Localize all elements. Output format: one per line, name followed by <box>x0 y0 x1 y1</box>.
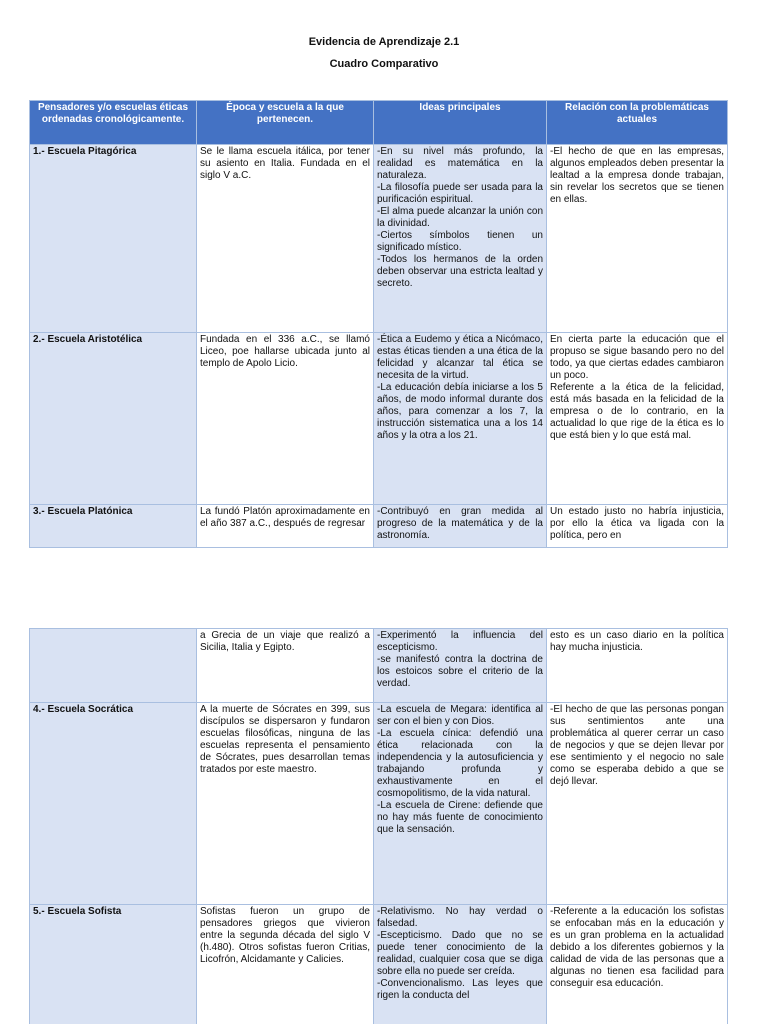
ideas-cell-paragraph: -Experimentó la influencia del escepticismo. <box>377 630 543 653</box>
relation-cell-paragraph: -El hecho de que las personas pongan sus sentimientos ante una problemática al querer cerrar un caso de negocios y que se dejen llevar por ese sentimiento y el negocio no sale como se esperaba debido a que se dejó llevar. <box>550 704 724 787</box>
ideas-cell <box>374 333 547 505</box>
ideas-cell-paragraph: -La filosofía puede ser usada para la purificación espiritual. <box>377 182 543 205</box>
ideas-cell-paragraph: -Todos los hermanos de la orden deben observar una estricta lealtad y secreto. <box>377 254 543 289</box>
epoch-cell <box>197 505 374 548</box>
ideas-cell-paragraph: -se manifestó contra la doctrina de los estoicos sobre el criterio de la verdad. <box>377 654 543 689</box>
document-subtitle: Cuadro Comparativo <box>329 58 439 70</box>
header-ideas: Ideas principales <box>374 101 547 145</box>
ideas-cell-paragraph: -Relativismo. No hay verdad o falsedad. <box>377 906 543 929</box>
epoch-cell-paragraph: Sofistas fueron un grupo de pensadores griegos que vivieron entre la segunda década del siglo V (h.480). Otros sofistas fueron Critias, Licofrón, Alcidamante y Calicies. <box>200 906 370 965</box>
school-name: 5.- Escuela Sofista <box>30 905 197 1024</box>
ideas-cell-paragraph: -La educación debía iniciarse a los 5 años, de modo informal durante dos años, para comenzar a los 7, la instrucción sistematica una a los 14 años y la otra a los 21. <box>377 382 543 441</box>
ideas-cell-paragraph: -Escepticismo. Dado que no se puede tener conocimiento de la realidad, cualquier cosa que se diga sobre ella no puede ser creída. <box>377 930 543 977</box>
relation-cell-paragraph: En cierta parte la educación que el propuso se sigue basando pero no del todo, ya que ciertas edades cambiaron un poco. <box>550 334 724 381</box>
ideas-cell <box>374 145 547 333</box>
header-thinkers: Pensadores y/o escuelas éticas ordenadas cronológicamente. <box>30 101 197 145</box>
comparison-table-page-2 <box>29 628 728 1024</box>
epoch-cell-paragraph: a Grecia de un viaje que realizó a Sicilia, Italia y Egipto. <box>200 630 370 653</box>
relation-cell-paragraph: Referente a la ética de la felicidad, está más basada en la felicidad de la empresa o de lo contrario, en la actualidad lo que rige de la ética es lo que está bien y lo que está mal. <box>550 382 724 441</box>
header-relation: Relación con la problemáticas actuales <box>547 101 728 145</box>
epoch-cell-paragraph: Fundada en el 336 a.C., se llamó Liceo, poe hallarse ubicada junto al templo de Apolo Licio. <box>200 334 370 369</box>
table-row <box>30 505 728 548</box>
epoch-cell-paragraph: Se le llama escuela itálica, por tener su asiento en Italia. Fundada en el siglo V a.C. <box>200 146 370 181</box>
ideas-cell-paragraph: -La escuela de Cirene: defiende que no hay más fuente de conocimiento que la sensación. <box>377 800 543 835</box>
ideas-cell <box>374 703 547 905</box>
ideas-cell-paragraph: -Ética a Eudemo y ética a Nicómaco, estas éticas tienden a una ética de la felicidad y alcanzar tal ética se necesita de la virtud. <box>377 334 543 381</box>
table-row <box>30 145 728 333</box>
page-2-clip <box>0 628 768 1024</box>
ideas-cell-paragraph: -Contribuyó en gran medida al progreso de la matemática y de la astronomía. <box>377 506 543 541</box>
epoch-cell-paragraph: A la muerte de Sócrates en 399, sus discípulos se dispersaron y fundaron escuelas filosóficas, ninguna de las escuelas representa el pensamiento de Sócrates, pues desarrollan temas tratados por este maestro. <box>200 704 370 775</box>
school-name: 2.- Escuela Aristotélica <box>30 333 197 505</box>
epoch-cell <box>197 629 374 703</box>
epoch-cell-paragraph: La fundó Platón aproximadamente en el año 387 a.C., después de regresar <box>200 506 370 529</box>
table-row <box>30 905 728 1024</box>
ideas-cell-paragraph: -Ciertos símbolos tienen un significado místico. <box>377 230 543 253</box>
table-row <box>30 629 728 703</box>
comparison-table-page-1 <box>29 100 728 548</box>
school-name: 3.- Escuela Platónica <box>30 505 197 548</box>
relation-cell <box>547 333 728 505</box>
school-name <box>30 629 197 703</box>
header-epoch: Época y escuela a la que pertenecen. <box>197 101 374 145</box>
relation-cell-paragraph: esto es un caso diario en la política hay mucha injusticia. <box>550 630 724 653</box>
school-name: 4.- Escuela Socrática <box>30 703 197 905</box>
relation-cell <box>547 505 728 548</box>
relation-cell <box>547 629 728 703</box>
relation-cell-paragraph: -El hecho de que en las empresas, algunos empleados deben presentar la lealtad a la empresa donde trabajan, sin revelar los secretos que se tienen en ellas. <box>550 146 724 205</box>
epoch-cell <box>197 333 374 505</box>
ideas-cell <box>374 505 547 548</box>
relation-cell <box>547 145 728 333</box>
ideas-cell-paragraph: -El alma puede alcanzar la unión con la divinidad. <box>377 206 543 229</box>
relation-cell-paragraph: Un estado justo no habría injusticia, por ello la ética va ligada con la política, pero en <box>550 506 724 541</box>
ideas-cell-paragraph: -La escuela de Megara: identifica al ser con el bien y con Dios. <box>377 704 543 727</box>
epoch-cell <box>197 145 374 333</box>
ideas-cell-paragraph: -Convencionalismo. Las leyes que rigen la conducta del <box>377 978 543 1001</box>
table-row <box>30 703 728 905</box>
document-title: Evidencia de Aprendizaje 2.1 <box>308 36 460 48</box>
school-name: 1.- Escuela Pitagórica <box>30 145 197 333</box>
ideas-cell-paragraph: -La escuela cínica: defendió una ética relacionada con la independencia y la autosuficiencia y trabajando profunda y exhaustivamente en el cosmopolitismo, de la vida natural. <box>377 728 543 799</box>
relation-cell-paragraph: -Referente a la educación los sofistas se enfocaban más en la educación y es un gran problema en la actualidad debido a los diferentes gobiernos y la calidad de vida de las personas que a algunas no tienen esa facilidad para conseguir esa educación. <box>550 906 724 989</box>
relation-cell <box>547 905 728 1024</box>
table-row <box>30 333 728 505</box>
table-header-row <box>30 101 728 145</box>
relation-cell <box>547 703 728 905</box>
ideas-cell <box>374 905 547 1024</box>
epoch-cell <box>197 703 374 905</box>
ideas-cell-paragraph: -En su nivel más profundo, la realidad es matemática en la naturaleza. <box>377 146 543 181</box>
epoch-cell <box>197 905 374 1024</box>
ideas-cell <box>374 629 547 703</box>
